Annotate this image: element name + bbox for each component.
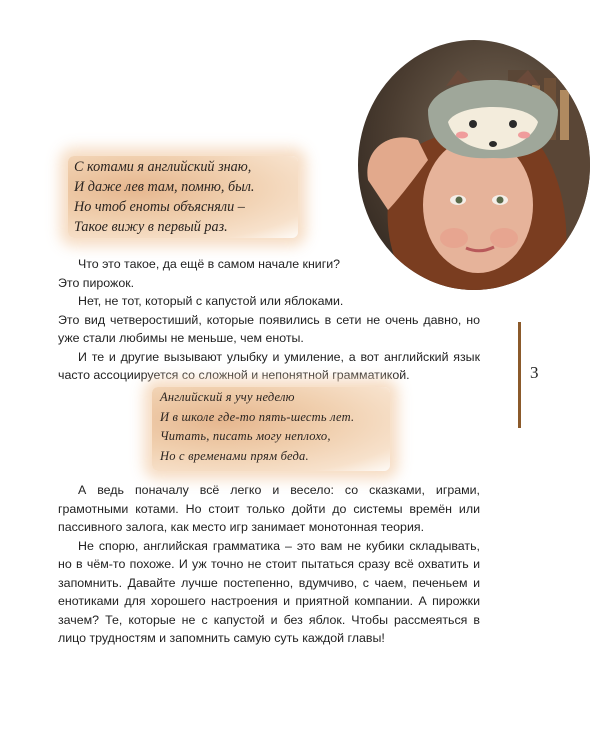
- poem-line: Читать, писать могу неплохо,: [160, 429, 331, 443]
- author-photo: [358, 40, 590, 290]
- body-text-main: [58, 481, 480, 648]
- paragraph: А ведь поначалу всё легко и весело: со сказками, играми, грамотными котами. Но стоит только дойти до системы времён или пассивного залога, как место игр занимает монотонная теория.: [58, 483, 480, 534]
- poem-line: Английский я учу неделю: [160, 390, 295, 404]
- poem-box-middle: [152, 387, 390, 471]
- author-photo-image: [358, 40, 590, 290]
- body-text-intro: [58, 255, 480, 385]
- page-number: 3: [530, 363, 539, 382]
- page-margin-rule: [518, 322, 521, 428]
- paragraph: Это вид четверостиший, которые появились в сети не очень давно, но уже стали любимы не меньше, чем еноты.: [58, 312, 480, 345]
- paragraph: Не спорю, английская грамматика – это вам не кубики складывать, но в чём-то похоже. И уж точно не стоит пытаться сразу всё охватить и запомнить. Давайте лучше постепенно, вдумчиво, с чаем, печеньем и енотиками для хорошего настроения и приятной компании. А пирожки зачем? Те, которые не с капустой и без яблок. Чтобы рассмеяться в лицо трудностям и запомнить самую суть каждой главы!: [58, 538, 480, 645]
- poem-line: Но с временами прям беда.: [160, 448, 309, 463]
- paragraph: Нет, не тот, который с капустой или яблоками.: [78, 294, 344, 308]
- paragraph: Это пирожок.: [58, 275, 135, 290]
- poem-line: С котами я английский знаю,: [74, 159, 252, 175]
- poem-line: Но чтоб еноты объясняли –: [74, 199, 245, 215]
- paragraph: Что это такое, да ещё в самом начале книги?: [78, 257, 341, 271]
- poem-box-top: [68, 156, 298, 238]
- poem-line: И в школе где-то пять-шесть лет.: [160, 409, 355, 424]
- poem-line: Такое вижу в первый раз.: [74, 219, 228, 235]
- poem-line: И даже лев там, помню, был.: [74, 179, 255, 195]
- paragraph: И те и другие вызывают улыбку и умиление, а вот английский язык часто ассоциируется со сложной и непонятной грамматикой.: [58, 349, 480, 382]
